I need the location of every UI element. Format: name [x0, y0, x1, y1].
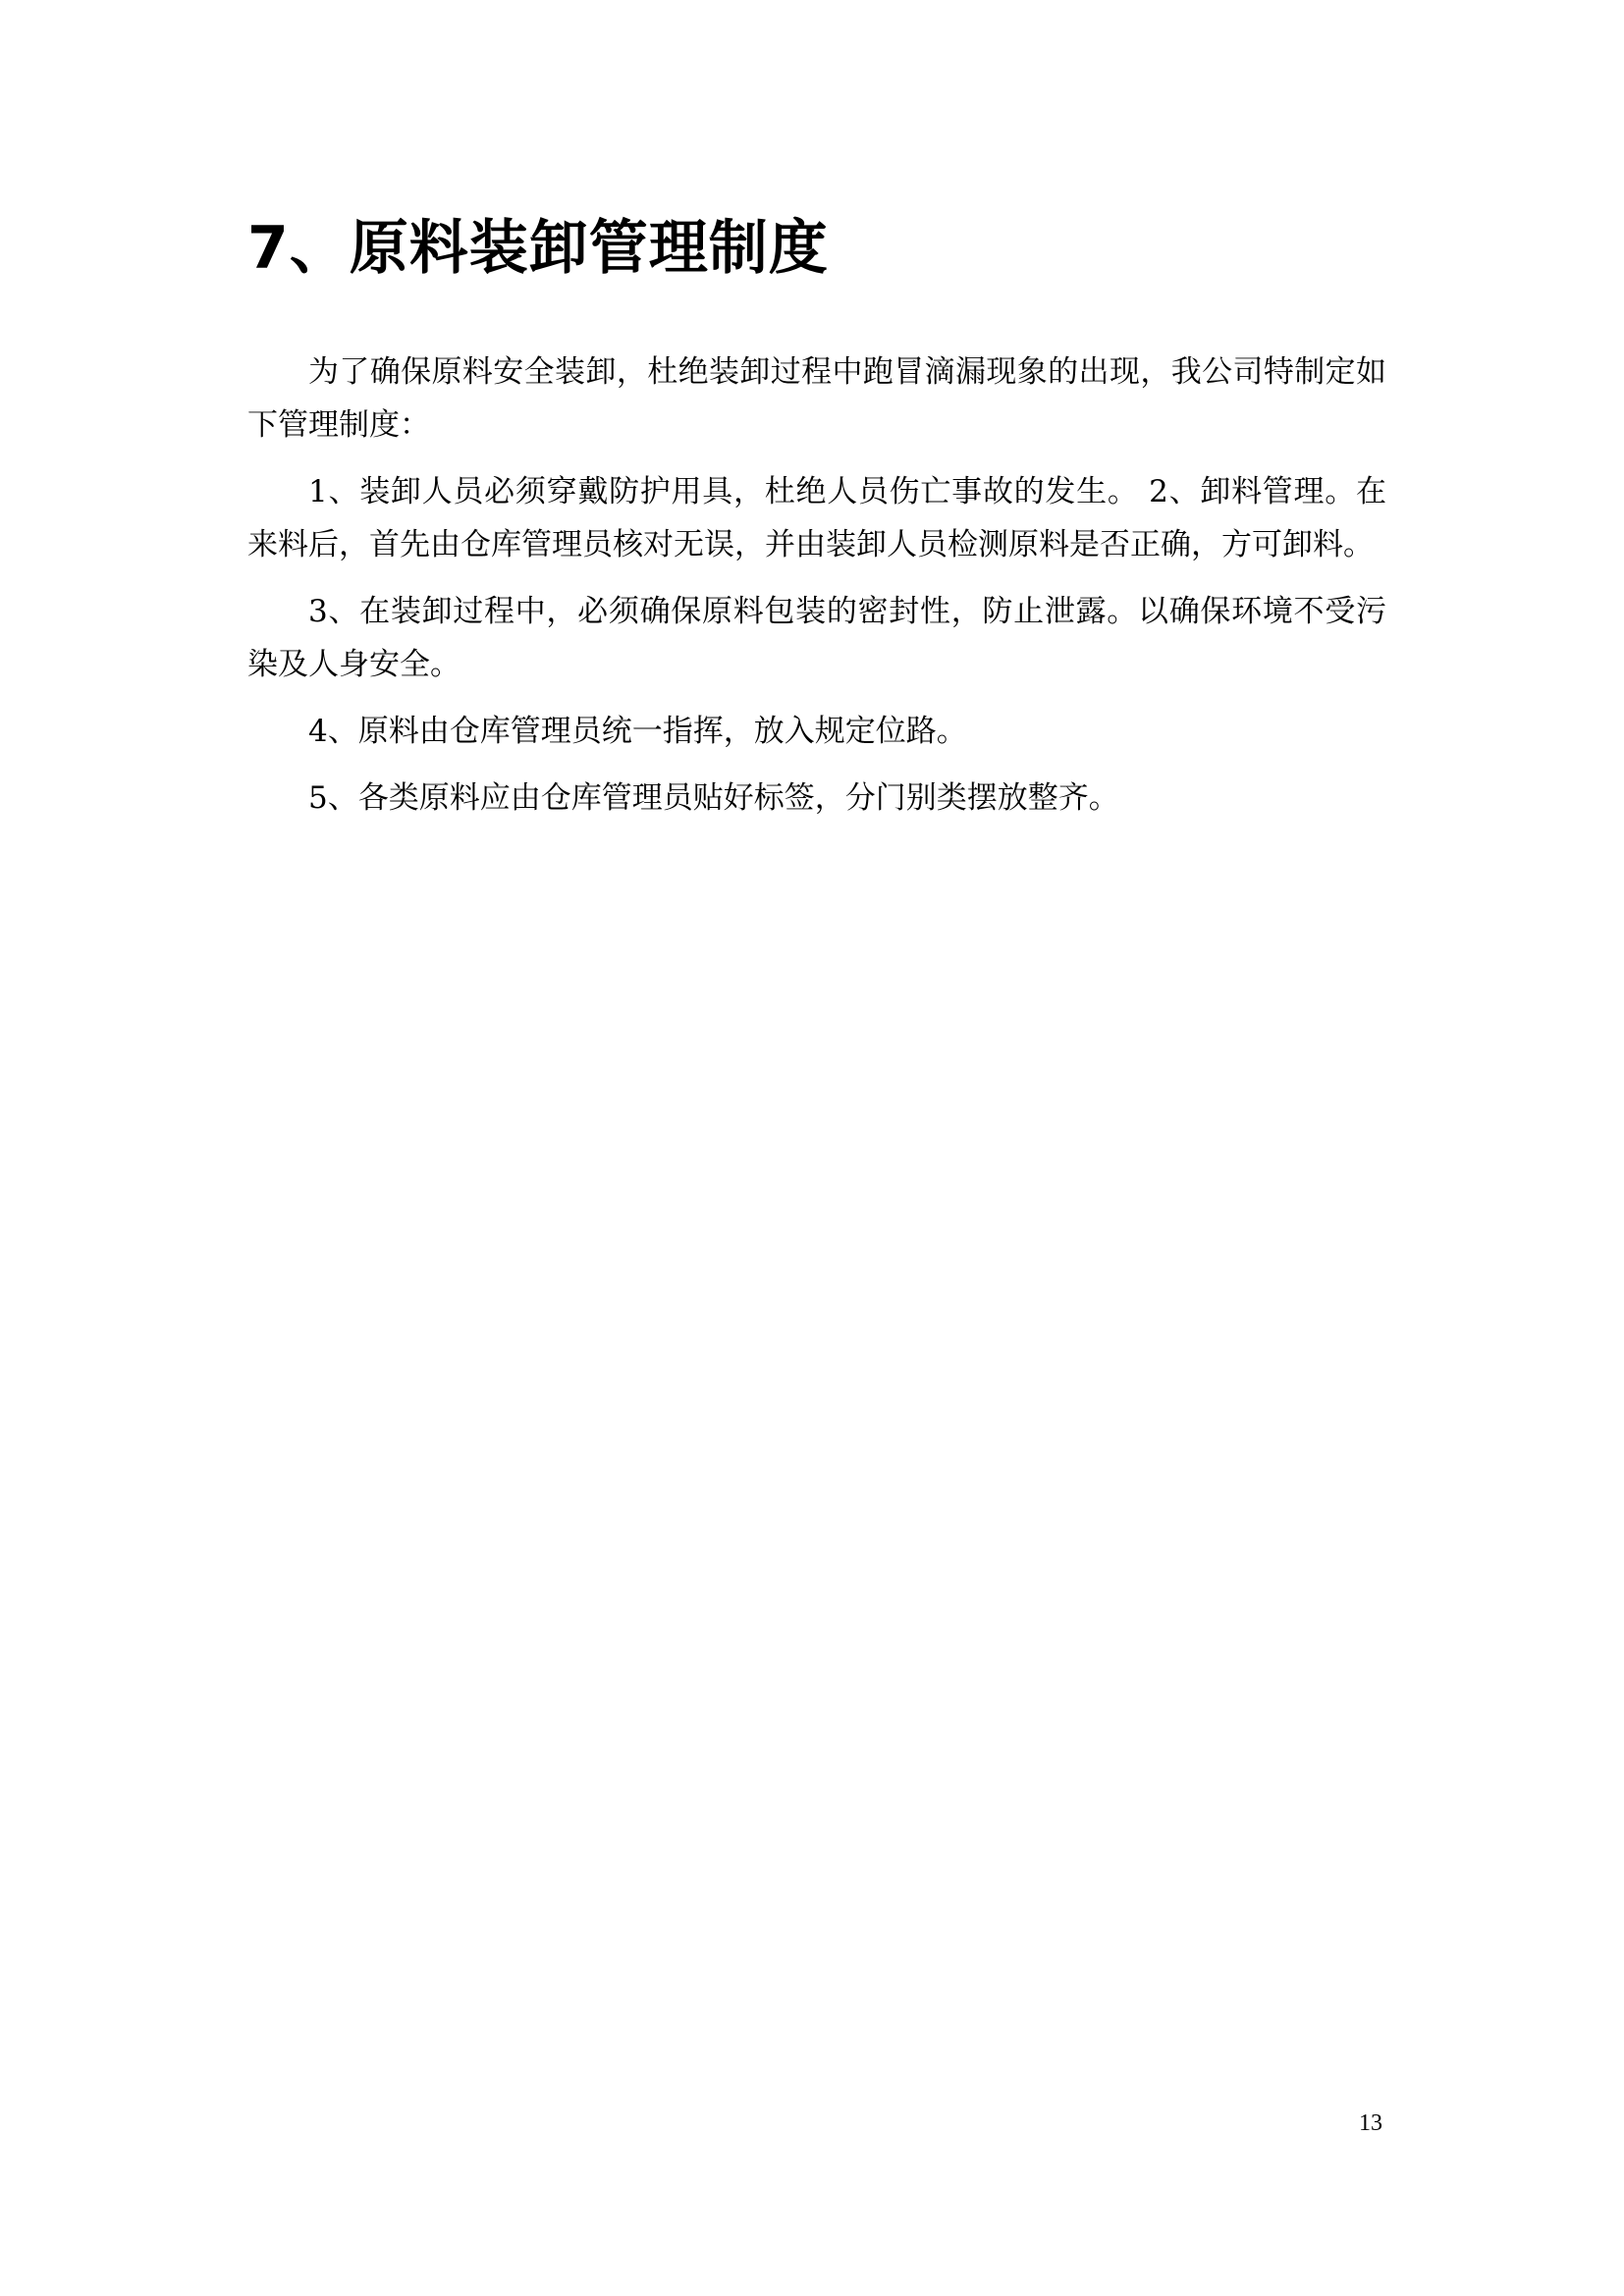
- body-text: [247, 346, 1386, 838]
- paragraph-item-1-2: 1、装卸人员必须穿戴防护用具，杜绝人员伤亡事故的发生。 2、卸料管理。在来料后，首先由仓库管理员核对无误，并由装卸人员检测原料是否正确，方可卸料。: [247, 474, 1386, 562]
- page-number: 13: [1359, 2110, 1382, 2136]
- paragraph-item-3: 3、在装卸过程中，必须确保原料包装的密封性，防止泄露。以确保环境不受污染及人身安全。: [247, 594, 1386, 682]
- paragraph-intro: 为了确保原料安全装卸，杜绝装卸过程中跑冒滴漏现象的出现，我公司特制定如下管理制度：: [247, 354, 1386, 443]
- paragraph-item-4: 4、原料由仓库管理员统一指挥，放入规定位路。: [308, 714, 967, 749]
- paragraph-item-5: 5、各类原料应由仓库管理员贴好标签，分门别类摆放整齐。: [308, 780, 1119, 816]
- section-title: 7、原料装卸管理制度: [247, 214, 829, 283]
